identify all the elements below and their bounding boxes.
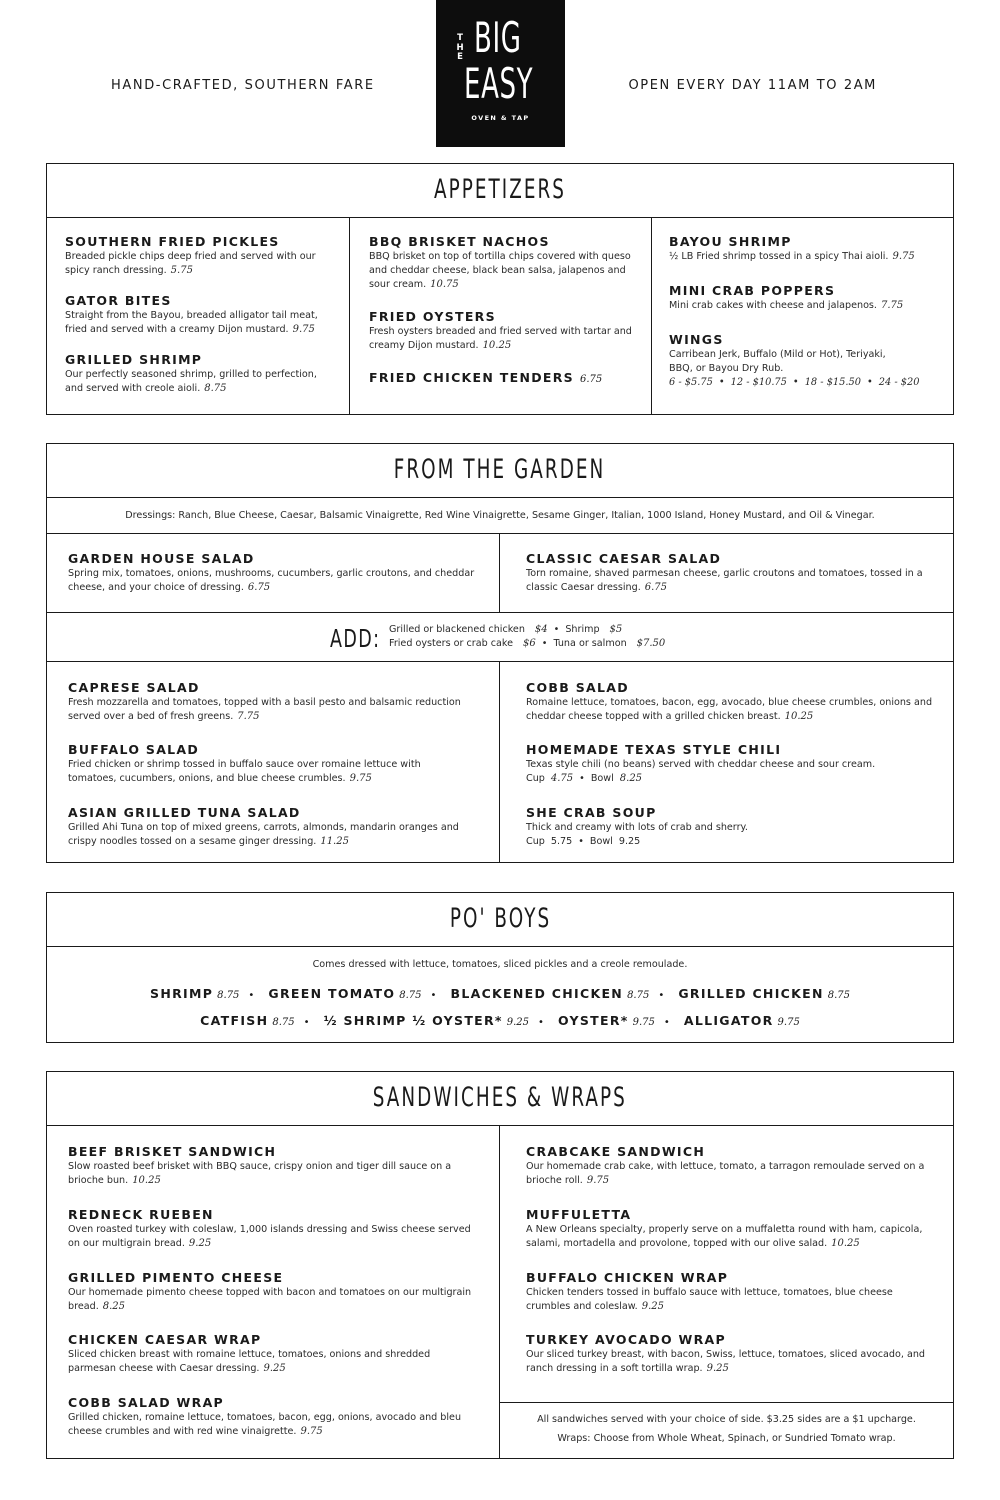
sandwiches-notes <box>499 1410 954 1448</box>
menu-item: GATOR BITES Straight from the Bayou, breaded alligator tail meat, fried and served with a creamy Dijon mustard. 9.75 <box>65 293 318 335</box>
menu-item: CAPRESE SALAD Fresh mozzarella and tomatoes, topped with a basil pesto and balsamic reduction served over a bed of fresh greens. 7.75 <box>68 680 461 722</box>
logo-subtitle: OVEN & TAP <box>471 114 530 122</box>
add-ons <box>47 612 953 661</box>
menu-item: MUFFULETTA A New Orleans specialty, properly serve on a muffaletta round with ham, capicola, salami, mortadella and provolone, topped with our olive salad. 10.25 <box>526 1207 923 1249</box>
wraps-note: Wraps: Choose from Whole Wheat, Spinach, or Sundried Tomato wrap. <box>557 1433 896 1444</box>
poboys-note: Comes dressed with lettuce, tomatoes, sliced pickles and a creole remoulade. <box>312 959 688 970</box>
menu-item: SHE CRAB SOUP Thick and creamy with lots of crab and sherry. Cup 5.75 • Bowl 9.25 <box>526 805 748 847</box>
logo-easy: EASY <box>464 59 534 108</box>
menu-item: GARDEN HOUSE SALAD Spring mix, tomatoes, onions, mushrooms, cucumbers, garlic croutons, and cheddar cheese, and your choice of dressing. 6.75 <box>68 551 475 593</box>
appetizers-section <box>46 163 954 415</box>
menu-item: WINGS Carribean Jerk, Buffalo (Mild or Hot), Teriyaki, BBQ, or Bayou Dry Rub. 6 - $5.75 • 12 - $10.75 • 18 - $15.50 • 24 - $20 <box>669 332 920 388</box>
logo-the: T H E <box>456 33 464 63</box>
menu-item: BEEF BRISKET SANDWICH Slow roasted beef brisket with BBQ sauce, crispy onion and tiger dill sauce on a brioche bun. 10.25 <box>68 1144 452 1186</box>
poboys-title: PO' BOYS <box>449 903 551 934</box>
menu-item: GRILLED SHRIMP Our perfectly seasoned shrimp, grilled to perfection, and served with creole aioli. 8.75 <box>65 352 317 394</box>
menu-item: BUFFALO SALAD Fried chicken or shrimp tossed in buffalo sauce over romaine lettuce with tomatoes, cucumbers, onions, and blue cheese crumbles. 9.75 <box>68 742 421 784</box>
menu-item: MINI CRAB POPPERS Mini crab cakes with cheese and jalapenos. 7.75 <box>669 283 904 311</box>
poboys-section <box>46 892 954 1043</box>
menu-item: HOMEMADE TEXAS STYLE CHILI Texas style chili (no beans) served with cheddar cheese and sour cream. Cup 4.75 • Bowl 8.25 <box>526 742 876 784</box>
menu-item: COBB SALAD WRAP Grilled chicken, romaine lettuce, tomatoes, bacon, egg, onions, avocado and bleu cheese crumbles and with red wine vinaigrette. 9.75 <box>68 1395 462 1437</box>
sides-note: All sandwiches served with your choice of side. $3.25 sides are a $1 upcharge. <box>537 1414 916 1425</box>
menu-item: CHICKEN CAESAR WRAP Sliced chicken breast with romaine lettuce, tomatoes, onions and shredded parmesan cheese with Caesar dressing. 9.25 <box>68 1332 431 1374</box>
tagline-left: HAND-CRAFTED, SOUTHERN FARE <box>111 78 375 93</box>
menu-item: BAYOU SHRIMP ½ LB Fried shrimp tossed in a spicy Thai aioli. 9.75 <box>669 234 915 262</box>
tagline-right: OPEN EVERY DAY 11AM TO 2AM <box>628 78 877 93</box>
menu-item: TURKEY AVOCADO WRAP Our sliced turkey breast, with bacon, Swiss, lettuce, tomatoes, sliced avocado, and ranch dressing in a soft tortilla wrap. 9.25 <box>526 1332 926 1374</box>
garden-section <box>46 443 954 863</box>
menu-item: FRIED CHICKEN TENDERS 6.75 <box>369 370 603 385</box>
menu-item: COBB SALAD Romaine lettuce, tomatoes, bacon, egg, avocado, blue cheese crumbles, onions and cheddar cheese topped with a grilled chicken breast. 10.25 <box>526 680 933 722</box>
add-options: Grilled or blackened chicken $4 • Shrimp $5 Fried oysters or crab cake $6 • Tuna or salmon $7.50 <box>389 624 666 649</box>
logo <box>436 0 565 147</box>
logo-big: BIG <box>474 13 522 62</box>
menu-item: CRABCAKE SANDWICH Our homemade crab cake, with lettuce, tomato, a tarragon remoulade served on a brioche roll. 9.75 <box>526 1144 925 1186</box>
appetizers-title: APPETIZERS <box>434 174 566 205</box>
menu-item: SOUTHERN FRIED PICKLES Breaded pickle chips deep fried and served with our spicy ranch dressing. 5.75 <box>65 234 316 276</box>
menu-item: BBQ BRISKET NACHOS BBQ brisket on top of tortilla chips covered with queso and cheddar cheese, black bean salsa, jalapenos and sour cream. 10.75 <box>369 234 631 290</box>
poboys-row-2: CATFISH 8.75 • ½ SHRIMP ½ OYSTER* 9.25 • OYSTER* 9.75 • ALLIGATOR 9.75 <box>200 1013 800 1028</box>
menu-item: ASIAN GRILLED TUNA SALAD Grilled Ahi Tuna on top of mixed greens, carrots, almonds, mandarin oranges and crispy noodles tossed on a sesame ginger dressing. 11.25 <box>68 805 459 847</box>
add-label: ADD: <box>330 624 381 653</box>
sandwiches-title: SANDWICHES & WRAPS <box>372 1082 628 1113</box>
garden-title: FROM THE GARDEN <box>394 454 606 485</box>
menu-item: FRIED OYSTERS Fresh oysters breaded and fried served with tartar and creamy Dijon mustard. 10.25 <box>369 309 632 351</box>
poboys-row-1: SHRIMP 8.75 • GREEN TOMATO 8.75 • BLACKENED CHICKEN 8.75 • GRILLED CHICKEN 8.75 <box>150 986 850 1001</box>
menu-item: REDNECK RUEBEN Oven roasted turkey with coleslaw, 1,000 islands dressing and Swiss cheese served on our multigrain bread. 9.25 <box>68 1207 471 1249</box>
menu-item: BUFFALO CHICKEN WRAP Chicken tenders tossed in buffalo sauce with lettuce, tomatoes, blue cheese crumbles and coleslaw. 9.25 <box>526 1270 893 1312</box>
menu-item: CLASSIC CAESAR SALAD Torn romaine, shaved parmesan cheese, garlic croutons and tomatoes, tossed in a classic Caesar dressing. 6.75 <box>526 551 923 593</box>
sandwiches-section <box>46 1071 954 1459</box>
dressings-note: Dressings: Ranch, Blue Cheese, Caesar, Balsamic Vinaigrette, Red Wine Vinaigrette, Sesame Ginger, Italian, 1000 Island, Honey Mustard, and Oil & Vinegar. <box>125 510 875 521</box>
menu-item: GRILLED PIMENTO CHEESE Our homemade pimento cheese topped with bacon and tomatoes on our multigrain bread. 8.25 <box>68 1270 472 1312</box>
